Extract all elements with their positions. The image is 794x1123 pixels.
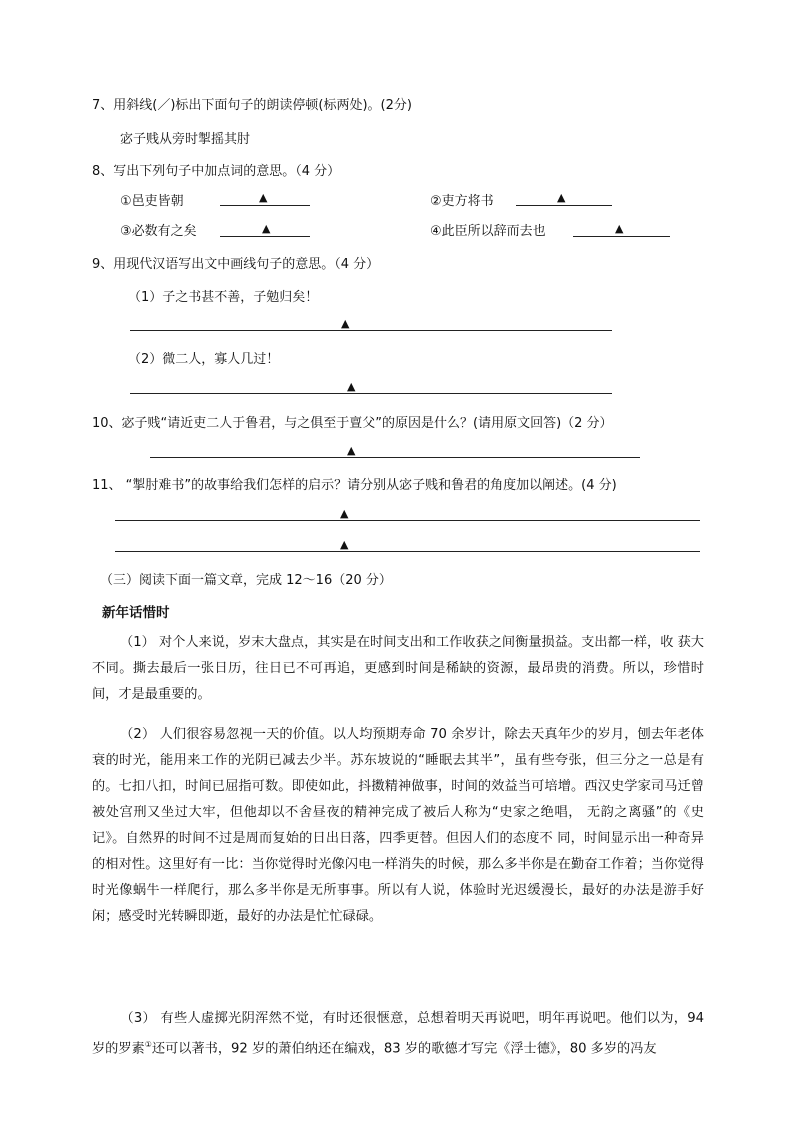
article-title: 新年话惜时: [102, 605, 170, 621]
answer-mark: ▲: [262, 222, 271, 235]
answer-mark: ▲: [341, 317, 350, 330]
q9-item-1: （1）子之书甚不善，子勉归矣！: [128, 290, 319, 305]
q9-item-2: （2）微二人，寡人几过！: [128, 352, 280, 367]
q8-answer-line-3[interactable]: [220, 236, 310, 237]
q9-answer-line-1[interactable]: [130, 330, 612, 331]
answer-mark: ▲: [557, 191, 566, 204]
answer-mark: ▲: [259, 191, 268, 204]
q8-text: 8、写出下列句子中加点词的意思。（4 分）: [92, 164, 341, 179]
q8-answer-line-1[interactable]: [220, 205, 310, 206]
q11-answer-line-2[interactable]: [115, 551, 700, 552]
q7-sentence: 宓子贱从旁时掣摇其肘: [120, 132, 251, 147]
answer-mark: ▲: [347, 444, 356, 457]
q9-text: 9、用现代汉语写出文中画线句子的意思。（4 分）: [92, 257, 380, 272]
answer-mark: ▲: [347, 380, 356, 393]
q8-item-4: ④此臣所以辞而去也: [430, 224, 546, 239]
q8-item-1: ①邑吏皆朝: [120, 194, 184, 209]
section-heading: （三）阅读下面一篇文章，完成 12～16（20 分）: [100, 573, 392, 588]
q8-answer-line-2[interactable]: [516, 205, 612, 206]
q10-text: 10、宓子贱“请近吏二人于鲁君，与之俱至于亶父”的原因是什么？(请用原文回答)（2 分）: [92, 416, 613, 431]
answer-mark: ▲: [340, 507, 349, 520]
q9-answer-line-2[interactable]: [130, 393, 612, 394]
q11-answer-line-1[interactable]: [115, 520, 700, 521]
article-paragraph-2: （2） 人们很容易忽视一天的价值。以人均预期寿命 70 余岁计，除去天真年少的岁月，刨去年老体衰的时光，能用来工作的光阴已减去少半。苏东坡说的“睡眠去其半”，虽有些夸张，但三分之一总是有的。七扣八扣，时间已屈指可数。即使如此，抖擞精神做事，时间的效益当可培增。西汉史学家司马迁曾被处宫刑又坐过大牢，但他却以不舍昼夜的精神完成了被后人称为“史家之绝唱， 无韵之离骚”的《史记》。自然界的时间不过是周而复始的日出日落，四季更替。但因人们的态度不 同，时间显示出一种奇异的相对性。这里好有一比：当你觉得时光像闪电一样消失的时候，那么多半你是在勤奋工作着；当你觉得时光像蜗牛一样爬行，那么多半你是无所事事。所以有人说，体验时光迟缓漫长，最好的办法是游手好闲；感受时光转瞬即逝，最好的办法是忙忙碌碌。: [92, 727, 704, 924]
q8-item-2: ②吏方将书: [430, 194, 494, 209]
q7-text: 7、用斜线(／)标出下面句子的朗读停顿(标两处)。(2分): [92, 98, 412, 113]
answer-mark: ▲: [340, 538, 349, 551]
answer-mark: ▲: [615, 222, 624, 235]
q11-text: 11、 “掣肘难书”的故事给我们怎样的启示？请分别从宓子贱和鲁君的角度加以阐述。(4 分): [92, 478, 617, 493]
q8-answer-line-4[interactable]: [573, 236, 670, 237]
article-paragraph-3: （3） 有些人虚掷光阴浑然不觉，有时还很惬意，总想着明天再说吧，明年再说吧。他们以为，94 岁的罗素①还可以著书，92 岁的萧伯纳还在编戏，83 岁的歌德才写完《浮士德》，80 多岁的冯友: [92, 1011, 704, 1057]
article-paragraph-1: （1） 对个人来说，岁末大盘点，其实是在时间支出和工作收获之间衡量损益。支出都一样，收 获大不同。撕去最后一张日历，往日已不可再追，更感到时间是稀缺的资源，最昂贵的消费。所以，珍惜时间，才是最重要的。: [92, 635, 704, 702]
footnote-marker: ①: [144, 1040, 152, 1049]
q10-answer-line[interactable]: [150, 457, 640, 458]
q8-item-3: ③必数有之矣: [120, 224, 197, 239]
